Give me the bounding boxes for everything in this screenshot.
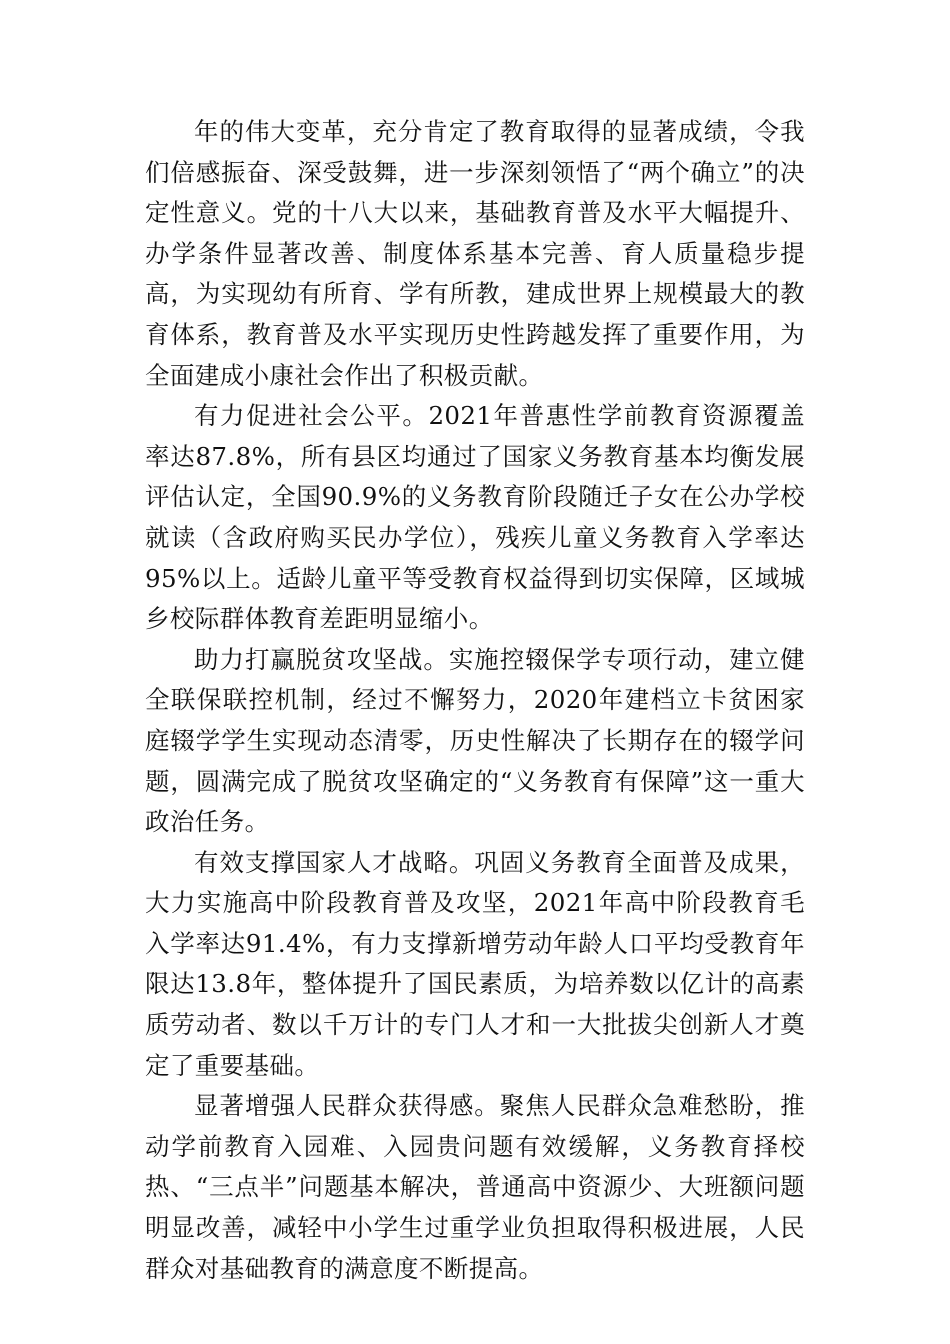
paragraph-continuation: 年的伟大变革，充分肯定了教育取得的显著成绩，令我们倍感振奋、深受鼓舞，进一步深刻领悟了“两个确立”的决定性意义。党的十八大以来，基础教育普及水平大幅提升、办学条件显著改善、制度体系基本完善、育人质量稳步提高，为实现幼有所育、学有所教，建成世界上规模最大的教育体系，教育普及水平实现历史性跨越发挥了重要作用，为全面建成小康社会作出了积极贡献。 <box>145 117 805 390</box>
document-page <box>145 112 805 1289</box>
paragraph-poverty-alleviation: 助力打赢脱贫攻坚战。实施控辍保学专项行动，建立健全联保联控机制，经过不懈努力，2020年建档立卡贫困家庭辍学学生实现动态清零，历史性解决了长期存在的辍学问题，圆满完成了脱贫攻坚确定的“义务教育有保障”这一重大政治任务。 <box>145 644 805 837</box>
paragraph-talent-strategy: 有效支撑国家人才战略。巩固义务教育全面普及成果，大力实施高中阶段教育普及攻坚，2021年高中阶段教育毛入学率达91.4%，有力支撑新增劳动年龄人口平均受教育年限达13.8年，整体提升了国民素质，为培养数以亿计的高素质劳动者、数以千万计的专门人才和一大批拔尖创新人才奠定了重要基础。 <box>145 847 805 1080</box>
paragraph-public-satisfaction: 显著增强人民群众获得感。聚焦人民群众急难愁盼，推动学前教育入园难、入园贵问题有效缓解，义务教育择校热、“三点半”问题基本解决，普通高中资源少、大班额问题明显改善，减轻中小学生过重学业负担取得积极进展，人民群众对基础教育的满意度不断提高。 <box>145 1091 805 1283</box>
paragraph-social-fairness: 有力促进社会公平。2021年普惠性学前教育资源覆盖率达87.8%，所有县区均通过了国家义务教育基本均衡发展评估认定，全国90.9%的义务教育阶段随迁子女在公办学校就读（含政府购买民办学位），残疾儿童义务教育入学率达95%以上。适龄儿童平等受教育权益得到切实保障，区域城乡校际群体教育差距明显缩小。 <box>145 401 805 634</box>
